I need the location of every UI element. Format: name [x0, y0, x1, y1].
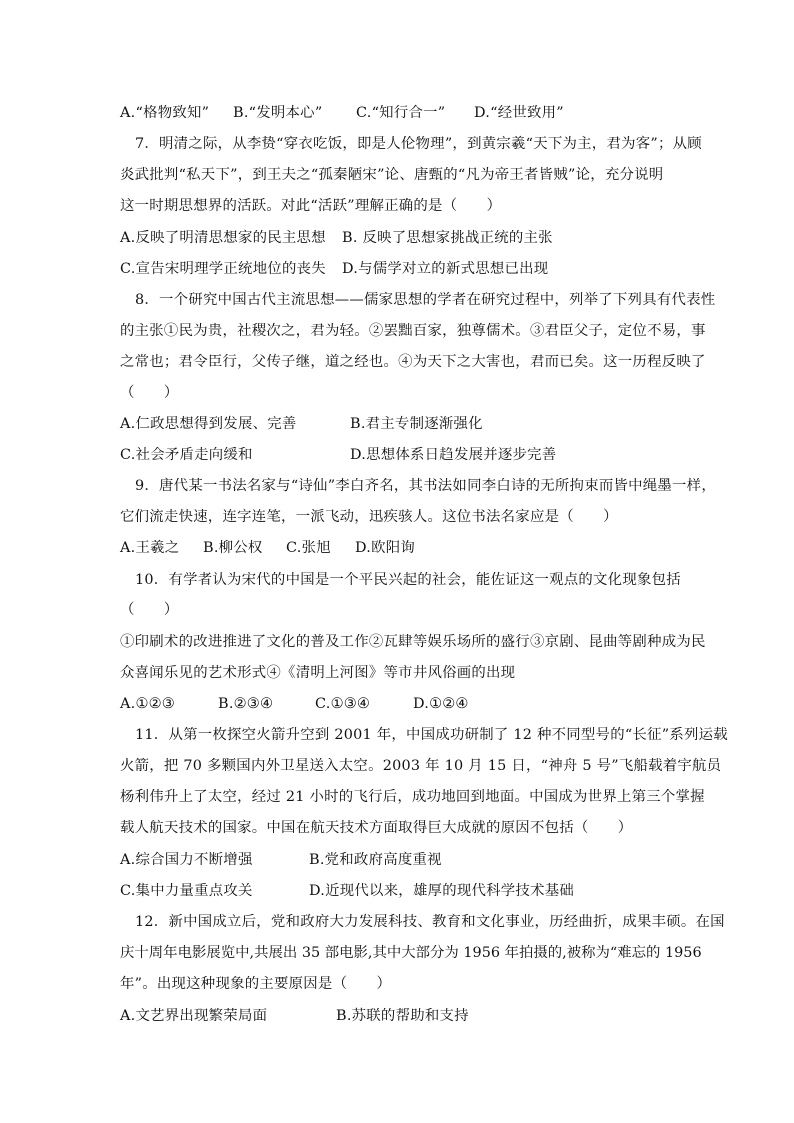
q8-stem-line: 之常也；君令臣行，父传子继，道之经也。④为天下之大害也，君而已矣。这一历程反映了 [120, 354, 706, 370]
q10-stem-line: 众喜闻乐见的艺术形式④《清明上河图》等市井风俗画的出现 [120, 665, 516, 681]
q11-option-b: B.党和政府高度重视 [309, 852, 442, 868]
q11-stem-line: 火箭，把 70 多颗国内外卫星送入太空。2003 年 10 月 15 日，“神舟 5 号”飞船载着宇航员 [120, 758, 722, 774]
q6-option-c: C.“知行合一” [356, 105, 446, 121]
q8-option-b: B.君主专制逐渐强化 [350, 416, 483, 432]
q10-option-b: B.②③④ [218, 696, 274, 712]
q6-option-b: B.“发明本心” [233, 105, 323, 121]
q12-option-a: A.文艺界出现繁荣局面 [120, 1008, 268, 1024]
q9-stem-line: 它们流走快速，连字连笔，一派飞动，迅疾骇人。这位书法名家应是（ ） [120, 509, 618, 525]
q7-stem-line: 炎武批判“私天下”，到王夫之“孤秦陋宋”论、唐甄的“凡为帝王者皆贼”论，充分说明 [120, 167, 664, 183]
q7-option-d: D.与儒学对立的新式思想已出现 [342, 261, 549, 277]
q6-option-a: A.“格物致知” [120, 105, 210, 121]
q10-option-d: D.①②④ [413, 696, 469, 712]
q10-option-a: A.①②③ [120, 696, 175, 712]
q8-option-d: D.思想体系日趋发展并逐步完善 [350, 447, 557, 463]
q11-stem-line: 载人航天技术的国家。中国在航天技术方面取得巨大成就的原因不包括（ ） [120, 820, 633, 836]
q8-stem-line: 的主张①民为贵，社稷次之，君为轻。②罢黜百家，独尊儒术。③君臣父子，定位不易，事 [120, 323, 706, 339]
q9-stem-line: 9．唐代某一书法名家与“诗仙”李白齐名，其书法如同李白诗的无所拘束而皆中绳墨一样， [135, 478, 716, 494]
q9-option-d: D.欧阳询 [355, 540, 416, 556]
q11-stem-line: 杨利伟升上了太空，经过 21 小时的飞行后，成功地回到地面。中国成为世界上第三个掌握 [120, 789, 705, 805]
q8-option-c: C.社会矛盾走向缓和 [120, 447, 253, 463]
q7-option-a: A.反映了明清思想家的民主思想 [120, 230, 326, 246]
q10-stem-line: 10．有学者认为宋代的中国是一个平民兴起的社会，能佐证这一观点的文化现象包括 [135, 572, 681, 588]
q7-option-c: C.宣告宋明理学正统地位的丧失 [120, 261, 326, 277]
q12-stem-line: 庆十周年电影展览中,共展出 35 部电影,其中大部分为 1956 年拍摄的,被称为“难忘的 1956 [120, 945, 702, 961]
q10-stem-line: （ ） [120, 602, 179, 618]
q9-option-c: C.张旭 [286, 540, 331, 556]
q11-stem-line: 11．从第一枚探空火箭升空到 2001 年，中国成功研制了 12 种不同型号的“长征”系列运载 [135, 727, 728, 743]
q9-option-b: B.柳公权 [203, 540, 263, 556]
q12-stem-line: 年”。出现这种现象的主要原因是（ ） [120, 976, 392, 992]
q8-option-a: A.仁政思想得到发展、完善 [120, 416, 297, 432]
q8-stem-line: （ ） [120, 385, 179, 401]
q7-stem-line: 7．明清之际，从李贽“穿衣吃饭，即是人伦物理”，到黄宗羲“天下为主，君为客”；从顾 [135, 136, 702, 152]
q7-option-b: B. 反映了思想家挑战正统的主张 [342, 230, 553, 246]
q11-option-a: A.综合国力不断增强 [120, 852, 253, 868]
q8-stem-line: 8．一个研究中国古代主流思想——儒家思想的学者在研究过程中，列举了下列具有代表性 [135, 292, 716, 308]
q11-option-c: C.集中力量重点攻关 [120, 883, 253, 899]
q12-option-b: B.苏联的帮助和支持 [336, 1008, 469, 1024]
q11-option-d: D.近现代以来，雄厚的现代科学技术基础 [309, 883, 574, 899]
q9-option-a: A.王羲之 [120, 540, 180, 556]
q12-stem-line: 12．新中国成立后，党和政府大力发展科技、教育和文化事业，历经曲折，成果丰硕。在国 [135, 914, 725, 930]
q10-option-c: C.①③④ [315, 696, 371, 712]
q10-stem-line: ①印刷术的改进推进了文化的普及工作②瓦肆等娱乐场所的盛行③京剧、昆曲等剧种成为民 [120, 634, 706, 650]
q6-option-d: D.“经世致用” [474, 105, 564, 121]
q7-stem-line: 这一时期思想界的活跃。对此“活跃”理解正确的是（ ） [120, 198, 502, 214]
